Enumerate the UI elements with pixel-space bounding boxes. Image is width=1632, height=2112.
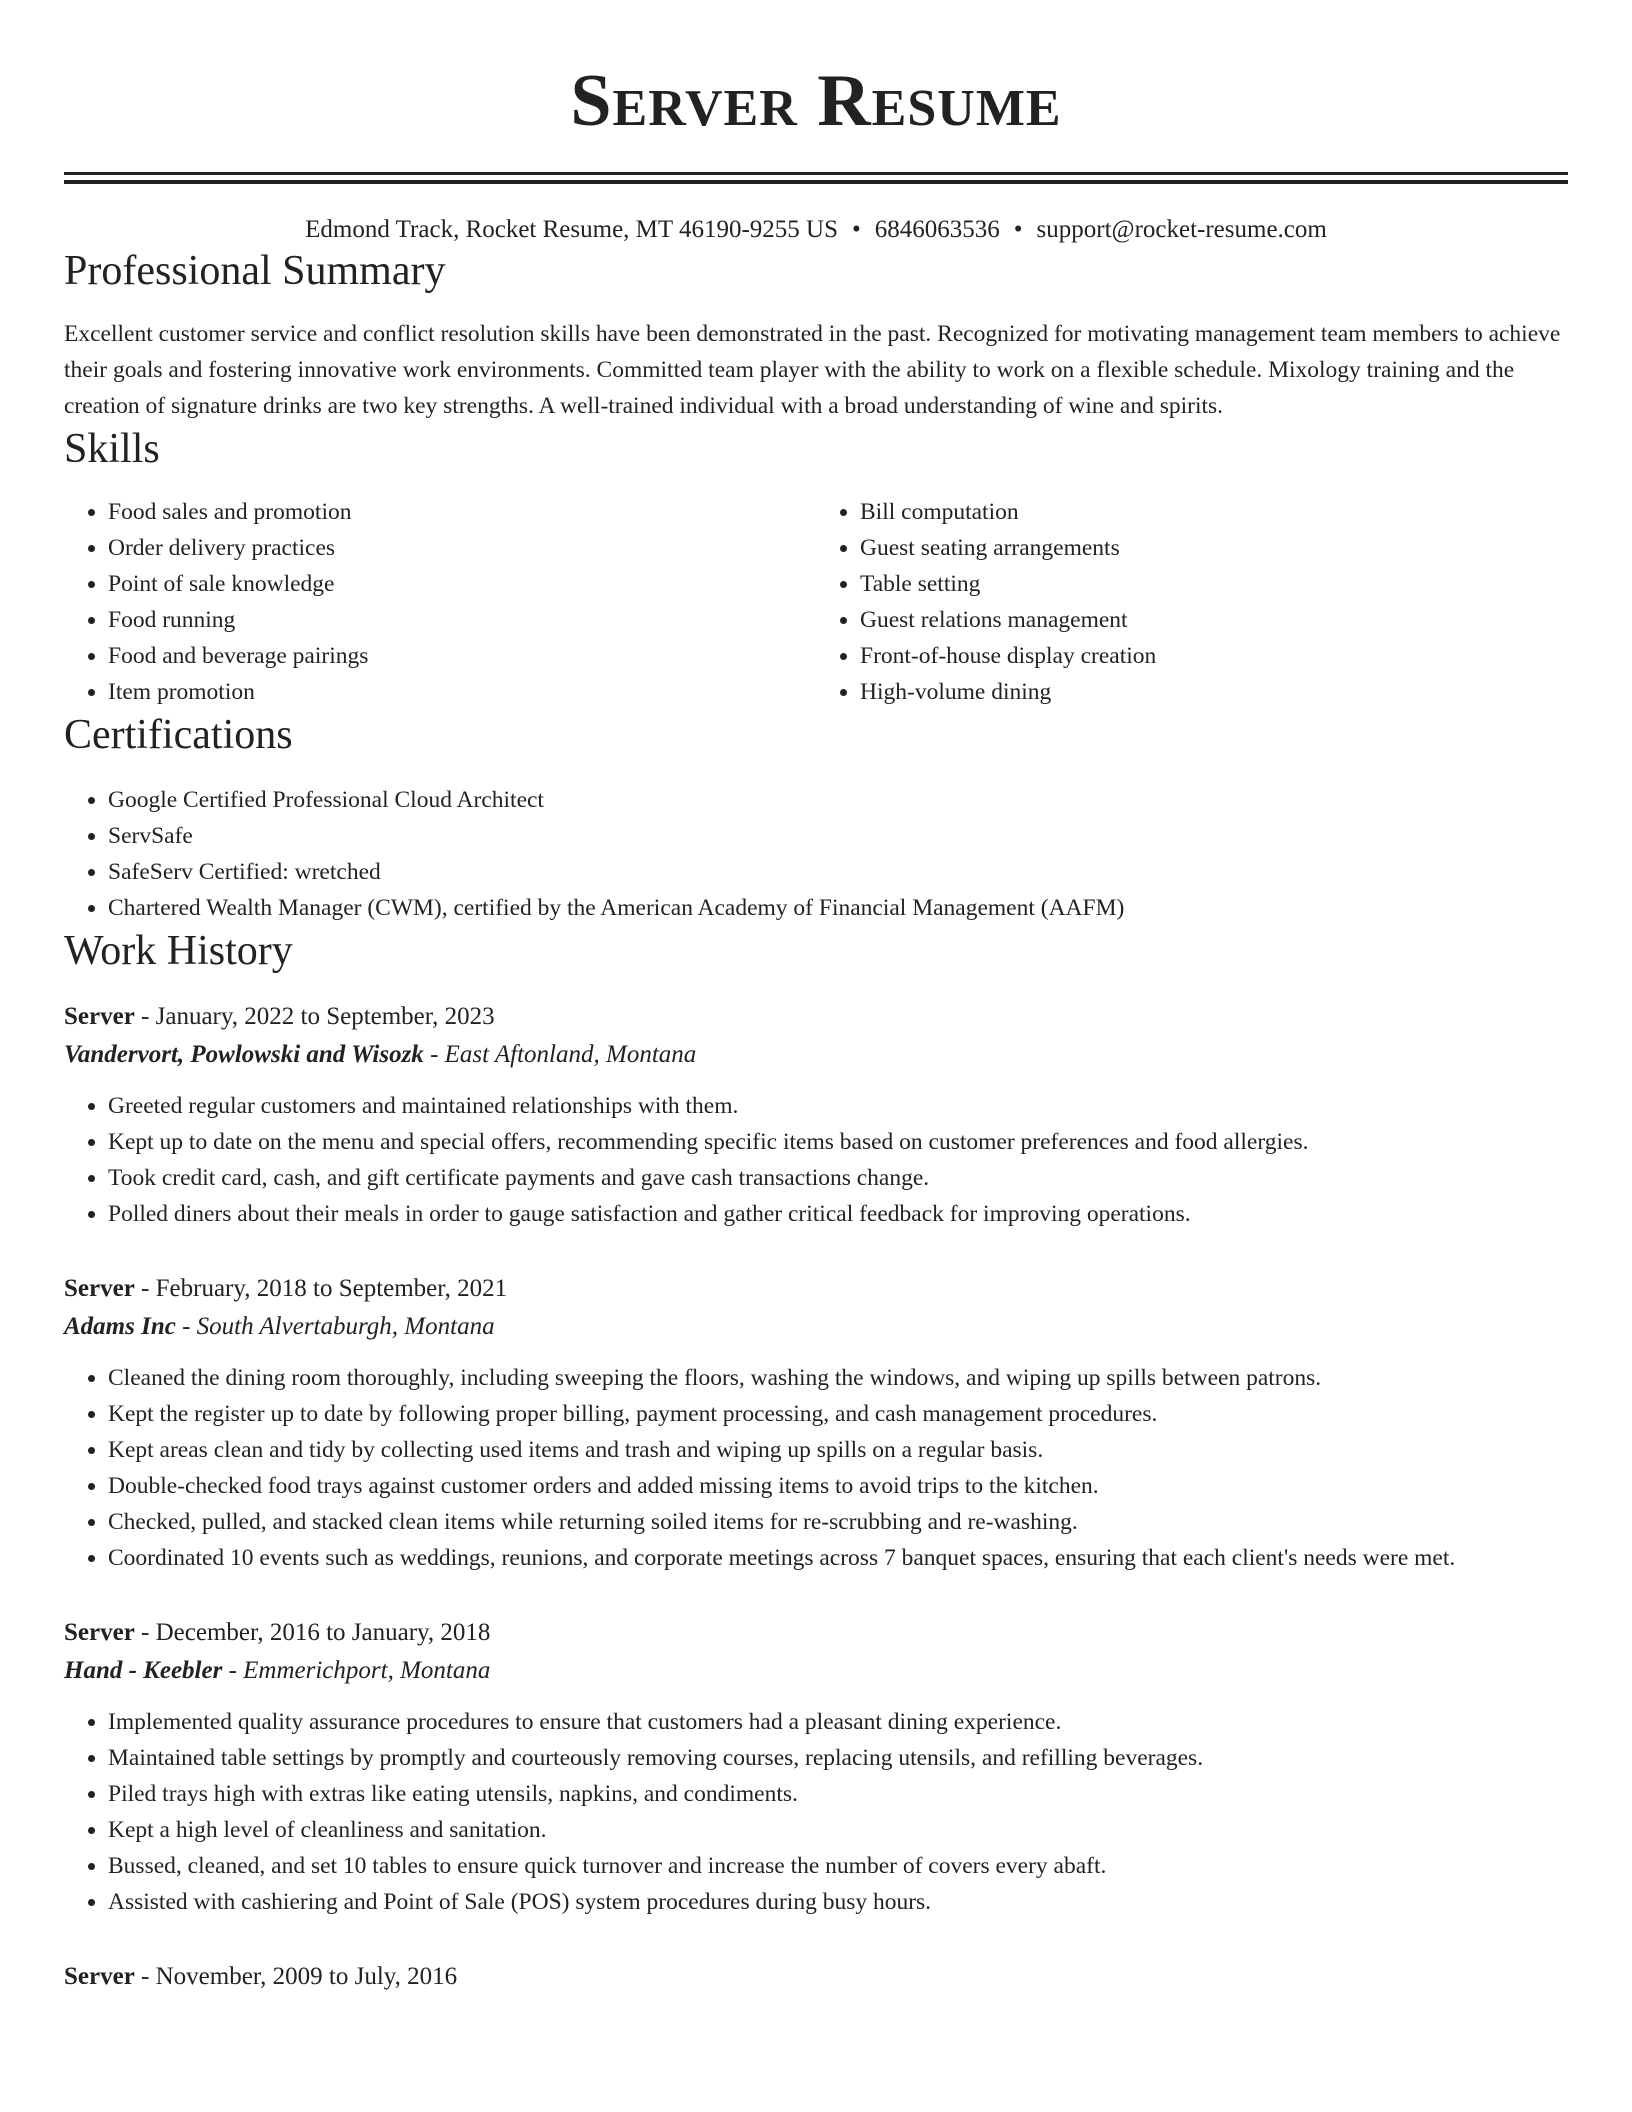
contact-email: support@rocket-resume.com	[1036, 216, 1327, 243]
contact-line	[64, 214, 1568, 246]
resume-title: Server Resume	[570, 60, 1062, 142]
skills-list	[64, 494, 1568, 710]
job-bullet: • Maintained table settings by promptly and courteously removing courses, replacing utensils, and refilling beverages.	[108, 1740, 1568, 1776]
job-dates: - November, 2009 to July, 2016	[134, 1963, 458, 1990]
skills-column-right	[816, 494, 1568, 710]
job-bullet: • Assisted with cashiering and Point of Sale (POS) system procedures during busy hours.	[108, 1884, 1568, 1920]
skill-item: • Front-of-house display creation	[860, 638, 1568, 674]
job-company-line	[64, 1036, 1568, 1074]
skill-item: • Food and beverage pairings	[108, 638, 816, 674]
job-entry	[64, 998, 1568, 1232]
skill-item: • Point of sale knowledge	[108, 566, 816, 602]
job-location: - East Aftonland, Montana	[423, 1041, 697, 1068]
job-entry	[64, 1270, 1568, 1576]
job-title: Server	[64, 1003, 135, 1030]
contact-separator: •	[852, 216, 861, 243]
job-company: Adams Inc	[64, 1313, 176, 1340]
certification-item: • Chartered Wealth Manager (CWM), certified by the American Academy of Financial Management (AAFM)	[108, 890, 1568, 926]
job-bullet: • Piled trays high with extras like eating utensils, napkins, and condiments.	[108, 1776, 1568, 1812]
skill-item: • Guest relations management	[860, 602, 1568, 638]
job-bullet: • Took credit card, cash, and gift certificate payments and gave cash transactions change.	[108, 1160, 1568, 1196]
job-dates: - February, 2018 to September, 2021	[134, 1275, 508, 1302]
job-title: Server	[64, 1619, 135, 1646]
contact-phone: 6846063536	[874, 216, 1000, 243]
skill-item: • Guest seating arrangements	[860, 530, 1568, 566]
summary-text: Excellent customer service and conflict resolution skills have been demonstrated in the past. Recognized for motivating management team members to achieve their goals and fostering innovative work environments. Committed team player with the ability to work on a flexible schedule. Mixology training and the creation of signature drinks are two key strengths. A well-trained individual with a broad understanding of wine and spirits.	[64, 321, 1561, 419]
certifications-list	[64, 782, 1568, 926]
skills-column-left	[64, 494, 816, 710]
job-dates: - January, 2022 to September, 2023	[134, 1003, 495, 1030]
skill-item: • Order delivery practices	[108, 530, 816, 566]
job-title: Server	[64, 1275, 135, 1302]
job-title-line	[64, 1958, 1568, 1996]
job-bullet: • Greeted regular customers and maintained relationships with them.	[108, 1088, 1568, 1124]
job-location: - Emmerichport, Montana	[222, 1657, 491, 1684]
summary-heading: Professional Summary	[64, 248, 446, 294]
certification-item: • Google Certified Professional Cloud Architect	[108, 782, 1568, 818]
job-company: Hand - Keebler	[64, 1657, 223, 1684]
job-bullet: • Bussed, cleaned, and set 10 tables to ensure quick turnover and increase the number of covers every abaft.	[108, 1848, 1568, 1884]
skill-item: • High-volume dining	[860, 674, 1568, 710]
job-entry	[64, 1958, 1568, 1996]
skills-heading: Skills	[64, 426, 160, 472]
job-company-line	[64, 1308, 1568, 1346]
skill-item: • Item promotion	[108, 674, 816, 710]
job-bullet: • Kept the register up to date by following proper billing, payment processing, and cash management procedures.	[108, 1396, 1568, 1432]
skill-item: • Food running	[108, 602, 816, 638]
title-divider-thin	[64, 180, 1568, 184]
job-company-line	[64, 1652, 1568, 1690]
certification-item: • ServSafe	[108, 818, 1568, 854]
work-history-heading: Work History	[64, 928, 293, 974]
job-title: Server	[64, 1963, 135, 1990]
job-bullet: • Kept up to date on the menu and special offers, recommending specific items based on customer preferences and food allergies.	[108, 1124, 1568, 1160]
job-dates: - December, 2016 to January, 2018	[134, 1619, 491, 1646]
job-bullet: • Double-checked food trays against customer orders and added missing items to avoid trips to the kitchen.	[108, 1468, 1568, 1504]
contact-address: Edmond Track, Rocket Resume, MT 46190-9255 US	[305, 216, 839, 243]
job-company: Vandervort, Powlowski and Wisozk	[64, 1041, 424, 1068]
job-bullet: • Cleaned the dining room thoroughly, including sweeping the floors, washing the windows, and wiping up spills between patrons.	[108, 1360, 1568, 1396]
job-entry	[64, 1614, 1568, 1920]
job-location: - South Alvertaburgh, Montana	[175, 1313, 495, 1340]
job-bullet: • Kept areas clean and tidy by collecting used items and trash and wiping up spills on a regular basis.	[108, 1432, 1568, 1468]
job-title-line	[64, 1270, 1568, 1308]
skill-item: • Food sales and promotion	[108, 494, 816, 530]
certification-item: • SafeServ Certified: wretched	[108, 854, 1568, 890]
job-bullet: • Implemented quality assurance procedures to ensure that customers had a pleasant dining experience.	[108, 1704, 1568, 1740]
job-bullet: • Polled diners about their meals in order to gauge satisfaction and gather critical feedback for improving operations.	[108, 1196, 1568, 1232]
job-title-line	[64, 998, 1568, 1036]
certifications-heading: Certifications	[64, 712, 293, 758]
job-bullet: • Checked, pulled, and stacked clean items while returning soiled items for re-scrubbing and re-washing.	[108, 1504, 1568, 1540]
job-bullet: • Coordinated 10 events such as weddings, reunions, and corporate meetings across 7 banquet spaces, ensuring that each client's needs were met.	[108, 1540, 1568, 1576]
skill-item: • Table setting	[860, 566, 1568, 602]
contact-separator: •	[1013, 216, 1023, 243]
skill-item: • Bill computation	[860, 494, 1568, 530]
title-divider-thick	[64, 172, 1568, 175]
job-bullet: • Kept a high level of cleanliness and sanitation.	[108, 1812, 1568, 1848]
job-title-line	[64, 1614, 1568, 1652]
job-bullets	[64, 1088, 1568, 1232]
job-bullets	[64, 1360, 1568, 1576]
job-bullets	[64, 1704, 1568, 1920]
